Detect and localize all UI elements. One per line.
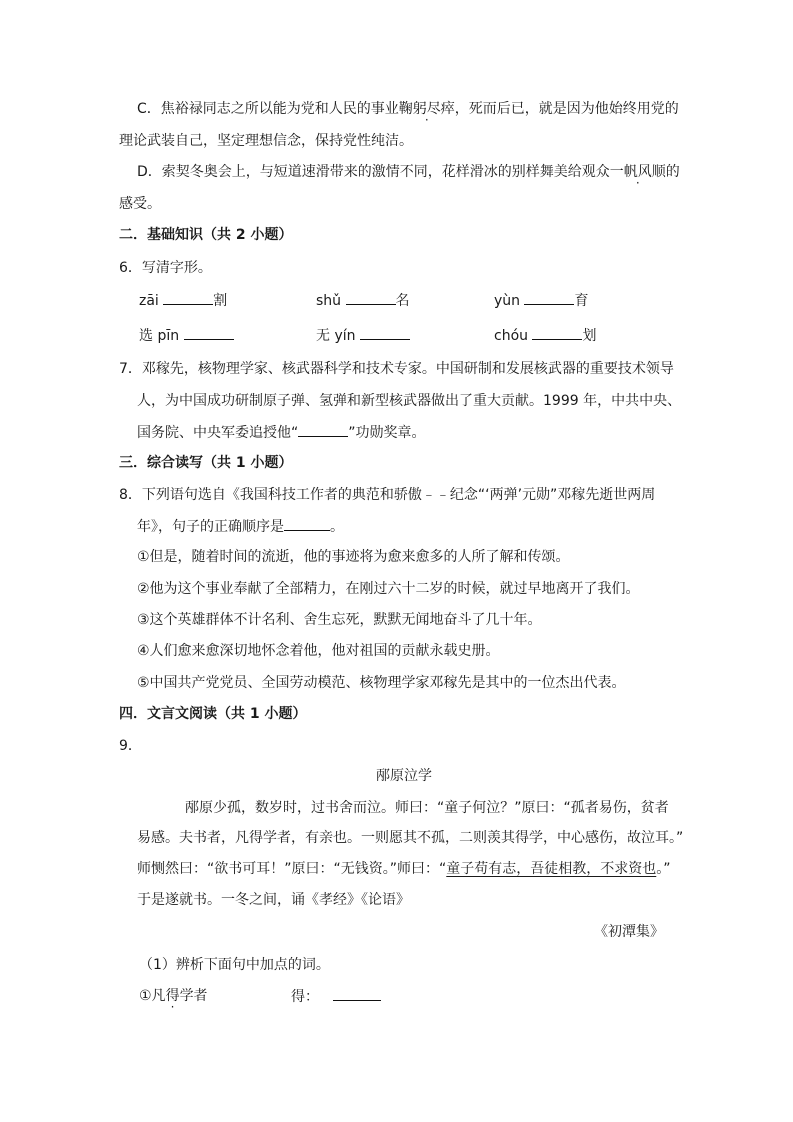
answer-blank[interactable] <box>163 290 213 305</box>
option-d-text: D．索契冬奥会上，与短道速滑带来的激情不同，花样滑冰的别样舞美给观众 <box>137 164 610 180</box>
option-c-text-b: ，死而后已，就是因为他始终用党的 <box>454 101 679 117</box>
passage-title: 邴原泣学 <box>376 768 432 784</box>
question-6-stem: 6．写清字形。 <box>119 260 212 276</box>
word-answer: 得： <box>291 986 381 1007</box>
question-8-line1: 8．下列语句选自《我国科技工作者的典范和骄傲﹣﹣纪念“‘两弹’元勋”邓稼先逝世两周 <box>119 487 656 503</box>
dotted-phrase: 鞠躬尽瘁 <box>398 101 455 117</box>
answer-blank[interactable] <box>524 290 574 305</box>
option-d-line1 <box>137 162 680 182</box>
option-c-line1 <box>137 99 679 119</box>
pinyin-item: chóu 划 <box>494 325 596 346</box>
passage-source: 《初潭集》 <box>594 924 664 940</box>
sentence-item: ⑤中国共产党党员、全国劳动模范、核物理学家邓稼先是其中的一位杰出代表。 <box>137 675 626 691</box>
pinyin-item: 无 yín <box>316 325 410 346</box>
dotted-word: 得 <box>165 988 180 1004</box>
pinyin-item: zāi 割 <box>139 290 227 311</box>
answer-blank[interactable] <box>184 325 234 340</box>
answer-blank[interactable] <box>284 516 330 531</box>
sentence-item: ③这个英雄群体不计名利、舍生忘死，默默无闻地奋斗了几十年。 <box>137 612 542 628</box>
option-c-text: C．焦裕禄同志之所以能为党和人民的事业 <box>137 101 399 117</box>
question-8-line2: 年》，句子的正确顺序是 。 <box>137 516 344 537</box>
sentence-item: ④人们愈来愈深切地怀念着他，他对祖国的贡献永载史册。 <box>137 643 500 659</box>
underlined-sentence: 童子苟有志，吾徒相教，不求资也 <box>446 861 657 877</box>
passage-line: 易感。夫书者，凡得学者，有亲也。一则愿其不孤，二则羡其得学，中心感伤，故泣耳。” <box>137 830 684 846</box>
sentence-item: ①但是，随着时间的流逝，他的事迹将为愈来愈多的人所了解和传颂。 <box>137 549 570 565</box>
word-item: ①凡得学者 <box>139 988 208 1004</box>
answer-blank[interactable] <box>346 290 396 305</box>
passage-line: 师恻然曰：“欲书可耳！”原曰：“无钱资。”师曰：“童子苟有志，吾徒相教，不求资也。” <box>137 861 671 877</box>
question-7-line1: 7．邓稼先，核物理学家、核武器科学和技术专家。中国研制和发展核武器的重要技术领导 <box>119 361 674 377</box>
option-d-line2: 感受。 <box>119 196 161 212</box>
answer-blank[interactable] <box>298 422 348 437</box>
section-heading-3: 三．综合读写（共 1 小题） <box>119 455 293 471</box>
answer-blank[interactable] <box>333 986 381 1001</box>
section-heading-4: 四．文言文阅读（共 1 小题） <box>119 706 307 722</box>
question-7-line3: 国务院、中央军委追授他“ ”功勋奖章。 <box>137 422 426 443</box>
option-c-line2: 理论武装自己，坚定理想信念，保持党性纯洁。 <box>119 133 413 149</box>
sub-question-1: （1）辨析下面句中加点的词。 <box>139 957 330 973</box>
dotted-phrase: 一帆风顺 <box>609 164 666 180</box>
pinyin-item: 选 pīn <box>139 325 234 346</box>
question-9-number: 9． <box>119 738 142 754</box>
question-7-line2: 人，为中国成功研制原子弹、氢弹和新型核武器做出了重大贡献。1999 年，中共中央、 <box>137 393 682 409</box>
pinyin-item: yùn 育 <box>494 290 588 311</box>
option-d-text-b: 的 <box>665 164 680 180</box>
sentence-item: ②他为这个事业奉献了全部精力，在刚过六十二岁的时候，就过早地离开了我们。 <box>137 581 640 597</box>
passage-line: 邴原少孤，数岁时，过书舍而泣。师曰：“童子何泣？”原曰：“孤者易伤，贫者 <box>185 800 669 816</box>
answer-blank[interactable] <box>532 325 582 340</box>
passage-line: 于是遂就书。一冬之间，诵《孝经》《论语》 <box>137 892 410 908</box>
pinyin-item: shǔ 名 <box>316 290 410 311</box>
section-heading-2: 二．基础知识（共 2 小题） <box>119 227 293 243</box>
answer-blank[interactable] <box>360 325 410 340</box>
